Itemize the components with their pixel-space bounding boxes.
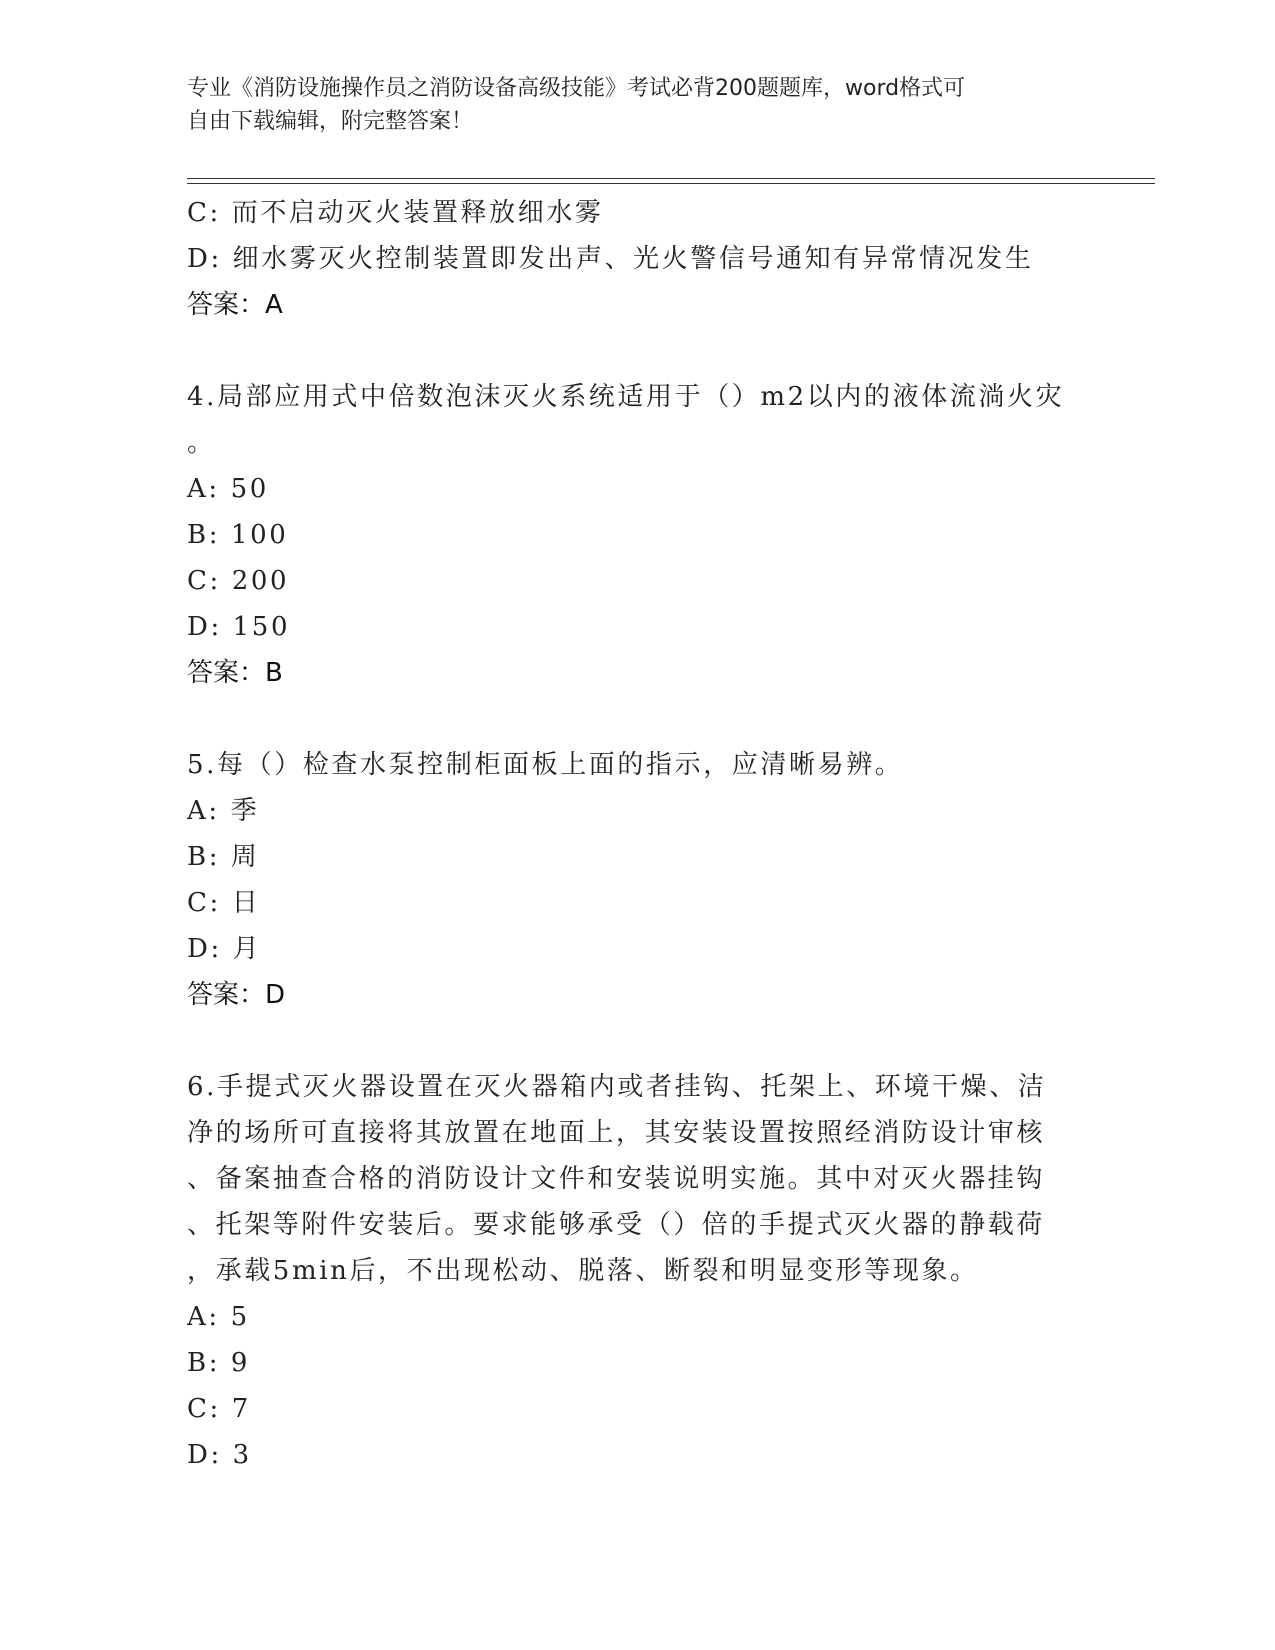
option-c: C: 7 — [187, 1394, 251, 1424]
spacer — [187, 1018, 1087, 1064]
option-b: B: 100 — [187, 520, 289, 550]
header-line-2: 自由下载编辑，附完整答案！ — [187, 109, 474, 134]
question-list — [187, 190, 1087, 1478]
option-b: B: 周 — [187, 842, 260, 872]
question-text-line: 5.每（）检查水泵控制柜面板上面的指示，应清晰易辨。 — [187, 750, 904, 780]
answer-line: 答案：B — [187, 658, 283, 688]
option-c: C: 200 — [187, 566, 290, 596]
question-text-line: 、备案抽查合格的消防设计文件和安装说明实施。其中对灭火器挂钩 — [187, 1164, 1046, 1194]
option-d: D: 150 — [187, 612, 291, 642]
answer-line: 答案：A — [187, 290, 283, 320]
question-text-line: 、托架等附件安装后。要求能够承受（）倍的手提式灭火器的静载荷 — [187, 1210, 1046, 1240]
spacer — [187, 328, 1087, 374]
question-text-line: 。 — [187, 428, 216, 458]
option-b: B: 9 — [187, 1348, 251, 1378]
question-text-line: ，承载5min后，不出现松动、脱落、断裂和明显变形等现象。 — [187, 1256, 979, 1286]
question-text-line: 6.手提式灭火器设置在灭火器箱内或者挂钩、托架上、环境干燥、洁 — [187, 1072, 1047, 1102]
option-a: A: 季 — [187, 796, 260, 826]
question-5 — [187, 742, 1087, 1018]
option-d: D: 细水雾灭火控制装置即发出声、光火警信号通知有异常情况发生 — [187, 244, 1034, 274]
question-3-tail — [187, 190, 1087, 328]
option-a: A: 5 — [187, 1302, 250, 1332]
spacer — [187, 696, 1087, 742]
document-header — [187, 72, 1067, 138]
answer-line: 答案：D — [187, 980, 286, 1010]
question-4 — [187, 374, 1087, 696]
option-c: C: 日 — [187, 888, 261, 918]
question-text-line: 净的场所可直接将其放置在地面上，其安装设置按照经消防设计审核 — [187, 1118, 1046, 1148]
header-divider-bottom — [187, 183, 1155, 184]
question-6 — [187, 1064, 1087, 1478]
header-divider-top — [187, 178, 1155, 179]
question-text-line: 4.局部应用式中倍数泡沫灭火系统适用于（）m2以内的液体流淌火灾 — [187, 382, 1065, 412]
option-d: D: 月 — [187, 934, 262, 964]
option-d: D: 3 — [187, 1440, 252, 1470]
header-line-1: 专业《消防设施操作员之消防设备高级技能》考试必背200题题库，word格式可 — [187, 76, 966, 101]
option-c: C: 而不启动灭火装置释放细水雾 — [187, 198, 604, 228]
option-a: A: 50 — [187, 474, 269, 504]
